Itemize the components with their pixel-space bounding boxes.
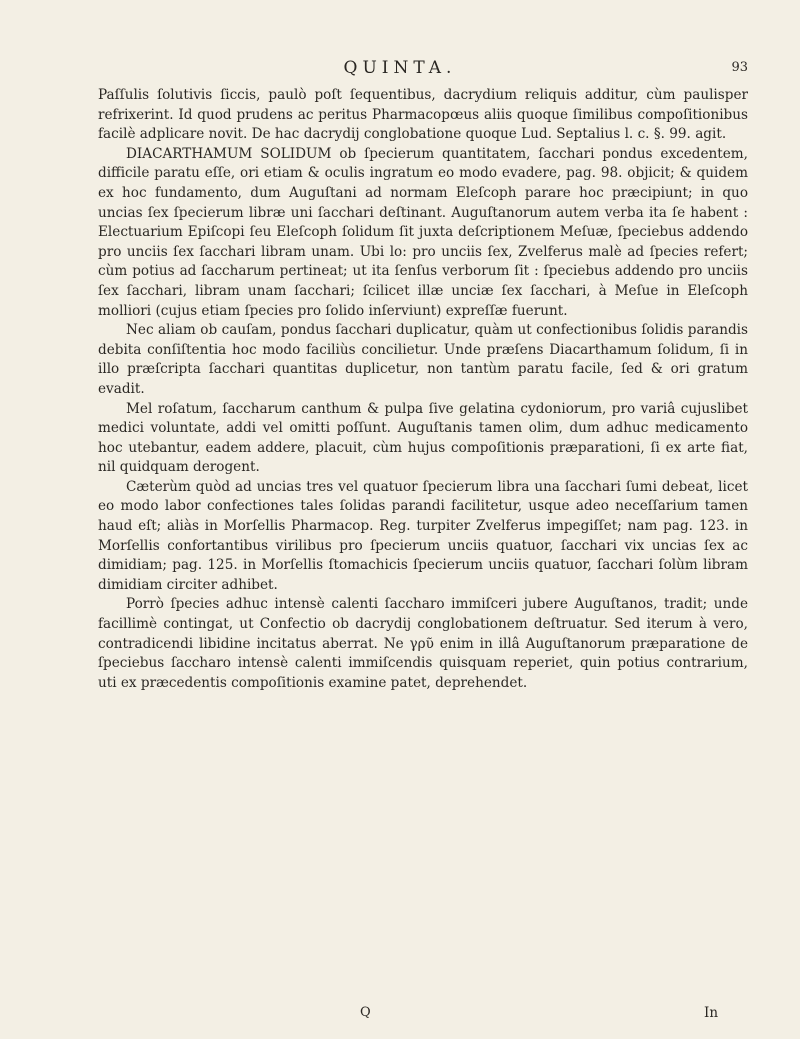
body-text	[98, 86, 748, 693]
paragraph: Paſſulis ſolutivis ſiccis, paulò poſt ſequentibus, dacrydium reliquis additur, cùm paulisper refrixerint. Id quod prudens ac peritus Pharmacopœus aliis quoque ſimilibus compoſitionibus facilè adplicare novit. De hac dacrydij conglobatione quoque Lud. Septalius l. c. §. 99. agit.	[98, 87, 748, 143]
paragraph: Cæterùm quòd ad uncias tres vel quatuor ſpecierum libra una ſacchari ſumi debeat, licet eo modo labor confectiones tales ſolidas parandi facilitetur, usque adeo neceſſarium tamen haud eſt; aliàs in Morſellis Pharmacop. Reg. turpiter Zvelferus impegiſſet; nam pag. 123. in Morſellis confortantibus virilibus pro ſpecierum unciis quatuor, ſacchari vix uncias ſex ac dimidiam; pag. 125. in Morſellis ſtomachicis ſpecierum unciis quatuor, ſacchari ſolùm libram dimidiam circiter adhibet.	[98, 478, 748, 593]
running-title: QUINTA.	[343, 58, 457, 78]
signature-mark: Q	[360, 1005, 371, 1020]
paragraph: DIACARTHAMUM SOLIDUM ob ſpecierum quantitatem, ſacchari pondus excedentem, difficile paratu eſſe, ori etiam & oculis ingratum eo modo evadere, pag. 98. objicit; & quidem ex hoc fundamento, dum Auguſtani ad normam Eleſcoph parare hoc præcipiunt; in quo uncias ſex ſpecierum libræ uni ſacchari deſtinant. Auguſtanorum autem verba ita ſe habent : Electuarium Epiſcopi ſeu Eleſcoph ſolidum ſit juxta deſcriptionem Meſuæ, ſpeciebus addendo pro unciis ſex ſacchari libram unam. Ubi lo: pro unciis ſex, Zvelferus malè ad ſpecies refert; cùm potius ad ſaccharum pertineat; ut ita ſenſus verborum ſit : ſpeciebus addendo pro unciis ſex ſacchari, libram unam ſacchari; ſcilicet illæ unciæ ſex ſacchari, à Meſue in Eleſcoph molliori (cujus etiam ſpecies pro ſolido inſerviunt) expreſſæ fuerunt.	[98, 145, 748, 319]
page-number: 93	[731, 60, 748, 75]
running-head	[0, 58, 800, 82]
paragraph: Porrò ſpecies adhuc intensè calenti ſaccharo immiſceri jubere Auguſtanos, tradit; unde facillimè contingat, ut Confectio ob dacrydij conglobationem deſtruatur. Sed iterum à vero, contradicendi libidine incitatus aberrat. Ne γρῦ enim in illâ Auguſtanorum præparatione de ſpeciebus ſaccharo intensè calenti immiſcendis quisquam reperiet, quin potius contrarium, uti ex præcedentis compoſitionis examine patet, deprehendet.	[98, 596, 748, 691]
paragraph: Mel roſatum, ſaccharum canthum & pulpa ſive gelatina cydoniorum, pro variâ cujuslibet medici voluntate, addi vel omitti poſſunt. Auguſtanis tamen olim, dum adhuc medicamento hoc utebantur, eadem addere, placuit, cùm hujus compoſitionis præparationi, ſi ex arte fiat, nil quidquam derogent.	[98, 400, 748, 476]
catchword: In	[704, 1005, 719, 1021]
paragraph: Nec aliam ob cauſam, pondus ſacchari duplicatur, quàm ut confectionibus ſolidis parandis debita conſiſtentia hoc modo faciliùs concilietur. Unde præſens Diacarthamum ſolidum, ſi in illo præſcripta ſacchari quantitas duplicetur, non tantùm paratu facile, ſed & ori gratum evadit.	[98, 322, 748, 397]
